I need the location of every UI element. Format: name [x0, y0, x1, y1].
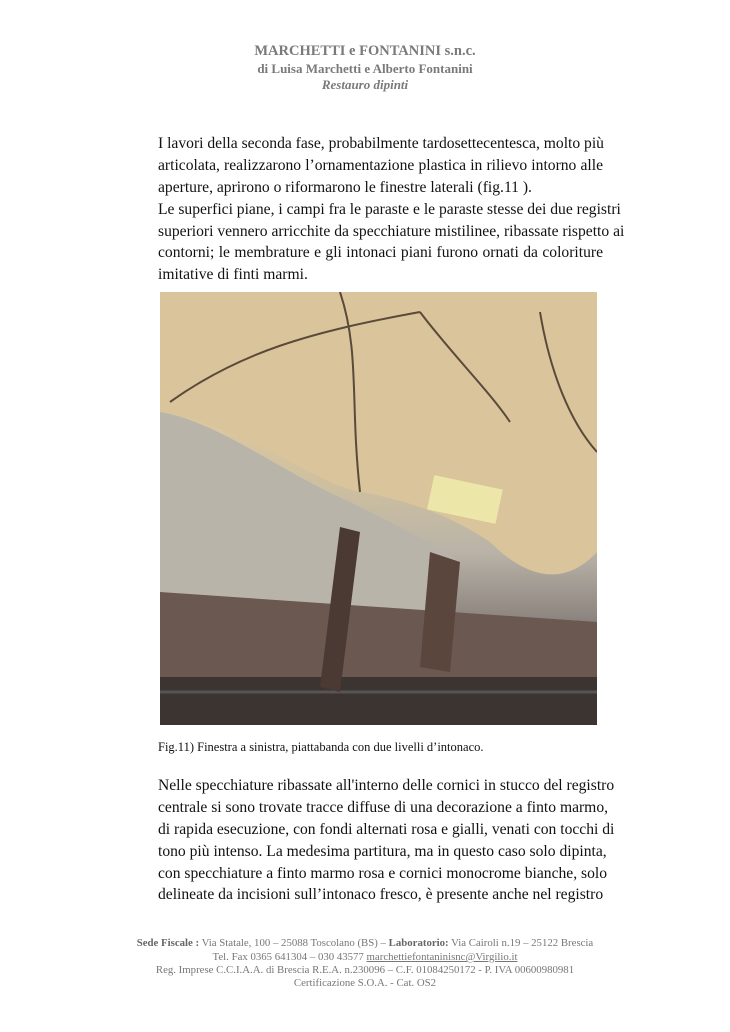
company-activity: Restauro dipinti: [321, 77, 409, 92]
photo-illustration: [160, 292, 597, 725]
footer-address: [0, 937, 730, 949]
footer-certification: Certificazione S.O.A. - Cat. OS2: [293, 977, 437, 989]
text-line: articolata, realizzarono l’ornamentazione plastica in rilievo intorno alle: [158, 156, 603, 174]
text-line: imitative di finti marmi.: [158, 266, 308, 284]
text-line: contorni; le membrature e gli intonaci piani furono ornati da coloriture: [158, 244, 603, 262]
text-line: centrale si sono trovate tracce diffuse di una decorazione a finto marmo,: [158, 798, 609, 816]
company-name: MARCHETTI e FONTANINI s.n.c.: [254, 43, 476, 59]
paragraph-2: [158, 775, 615, 906]
text-line: di rapida esecuzione, con fondi alternati rosa e gialli, venati con tocchi di: [158, 820, 615, 838]
footer-contacts: [0, 951, 730, 963]
figure-caption: Fig.11) Finestra a sinistra, piattabanda con due livelli d’intonaco.: [158, 740, 484, 754]
text-line: aperture, aprirono o riformarono le finestre laterali (fig.11 ).: [158, 178, 532, 196]
lab-label: Laboratorio:: [388, 937, 449, 949]
text-line: con specchiature a finto marmo rosa e cornici monocrome bianche, solo: [158, 864, 608, 882]
figure-photo-plaster: [160, 292, 597, 725]
text-line: Nelle specchiature ribassate all'interno delle cornici in stucco del registro: [158, 777, 615, 794]
sede-label: Sede Fiscale :: [136, 937, 200, 949]
paragraph-1: [158, 133, 625, 286]
company-owners: di Luisa Marchetti e Alberto Fontanini: [257, 61, 473, 76]
footer-registration: Reg. Imprese C.C.I.A.A. di Brescia R.E.A. n.230096 – C.F. 01084250172 - P. IVA 00600980981: [155, 964, 575, 976]
text-line: delineate da incisioni sull’intonaco fresco, è presente anche nel registro: [158, 886, 604, 904]
text-line: superiori vennero arricchite da specchiature mistilinee, ribassate rispetto ai: [158, 222, 625, 240]
text-line: tono più intenso. La medesima partitura, ma in questo caso solo dipinta,: [158, 842, 607, 860]
phone-fax: Tel. Fax 0365 641304 – 030 43577: [212, 951, 367, 963]
text-line: I lavori della seconda fase, probabilmente tardosettecentesca, molto più: [158, 135, 604, 152]
email-link[interactable]: marchettiefontaninisnc@Virgilio.it: [366, 951, 518, 963]
sede-address: Via Statale, 100 – 25088 Toscolano (BS) –: [199, 937, 389, 949]
text-line: Le superfici piane, i campi fra le paraste e le paraste stesse dei due registri: [158, 200, 621, 218]
lab-address: Via Cairoli n.19 – 25122 Brescia: [448, 937, 594, 949]
